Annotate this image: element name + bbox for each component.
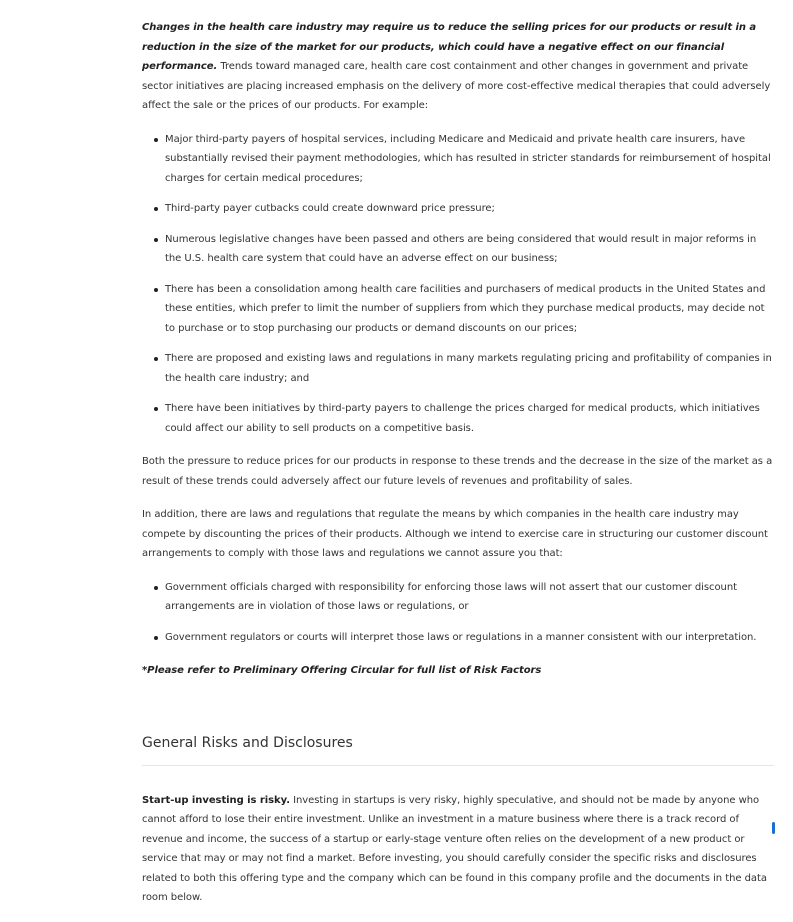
list-item-text: There have been initiatives by third-party payers to challenge the prices charged for medical products, which initiatives could affect our ability to sell products on a competitive basis.: [165, 403, 760, 434]
bullet-icon: [154, 636, 158, 640]
risk-factors-content: [142, 18, 774, 922]
list-item-text: There has been a consolidation among health care facilities and purchasers of medical products in the United States and these entities, which prefer to limit the number of suppliers from which they purchase medical products, may decide not to purchase or to stop purchasing our products or demand discounts on our prices;: [165, 283, 766, 334]
scroll-indicator[interactable]: [772, 822, 775, 834]
discount-arrangements-list: [142, 578, 774, 648]
bullet-icon: [154, 407, 158, 411]
list-item: [142, 280, 774, 339]
general-risks-heading: General Risks and Disclosures: [142, 733, 774, 766]
bullet-icon: [154, 586, 158, 590]
startup-risk-lead: Start-up investing is risky.: [142, 794, 290, 806]
list-item: [142, 399, 774, 438]
list-item-text: Government officials charged with responsibility for enforcing those laws will not assert that our customer discount arrangements are in violation of those laws or regulations, or: [165, 581, 738, 612]
list-item-text: There are proposed and existing laws and regulations in many markets regulating pricing and profitability of companies in the health care industry; and: [165, 353, 772, 384]
startup-risk-body: Investing in startups is very risky, highly speculative, and should not be made by anyone who cannot afford to lose their entire investment. Unlike an investment in a mature business where there is a track record of revenue and income, the success of a startup or early-stage venture often relies on the development of a new product or service that may or may not find a market. Before investing, you should carefully consider the specific risks and disclosures related to both this offering type and the company which can be found in this company profile and the documents in the data room below.: [142, 794, 767, 903]
list-item: [142, 130, 774, 189]
list-item: [142, 349, 774, 388]
intro-lead: Changes in the health care industry may require us to reduce the selling prices for our products or result in a reduction in the size of the market for our products, which could have a negative effect on our financial performance.: [142, 22, 757, 72]
pricing-pressure-list: [142, 130, 774, 439]
risk-factors-footnote: *Please refer to Preliminary Offering Circular for full list of Risk Factors: [142, 665, 542, 676]
laws-regulations-paragraph: In addition, there are laws and regulations that regulate the means by which companies in the health care industry may compete by discounting the prices of their products. Although we intend to exercise care in structuring our customer discount arrangements to comply with those laws and regulations we cannot assure you that:: [142, 509, 768, 559]
list-item-text: Major third-party payers of hospital services, including Medicare and Medicaid and private health care insurers, have substantially revised their payment methodologies, which has resulted in stricter standards for reimbursement of hospital charges for certain medical procedures;: [165, 133, 771, 184]
intro-paragraph: [142, 18, 774, 116]
list-item: [142, 230, 774, 269]
bullet-icon: [154, 207, 158, 211]
bullet-icon: [154, 238, 158, 242]
bullet-icon: [154, 288, 158, 292]
list-item: [142, 628, 774, 648]
pressure-summary-paragraph: Both the pressure to reduce prices for our products in response to these trends and the decrease in the size of the market as a result of these trends could adversely affect our future levels of revenues and profitability of sales.: [142, 456, 773, 487]
startup-risk-paragraph: [142, 791, 774, 908]
bullet-icon: [154, 138, 158, 142]
list-item: [142, 199, 774, 219]
list-item-text: Government regulators or courts will interpret those laws or regulations in a manner consistent with our interpretation.: [165, 631, 757, 643]
list-item: [142, 578, 774, 617]
list-item-text: Third-party payer cutbacks could create downward price pressure;: [165, 203, 495, 214]
list-item-text: Numerous legislative changes have been passed and others are being considered that would result in major reforms in the U.S. health care system that could have an adverse effect on our business;: [165, 233, 757, 264]
bullet-icon: [154, 357, 158, 361]
intro-body: Trends toward managed care, health care cost containment and other changes in government and private sector initiatives are placing increased emphasis on the delivery of more cost-effective medical therapies that could adversely affect the sale or the prices of our products. For example:: [142, 61, 771, 111]
